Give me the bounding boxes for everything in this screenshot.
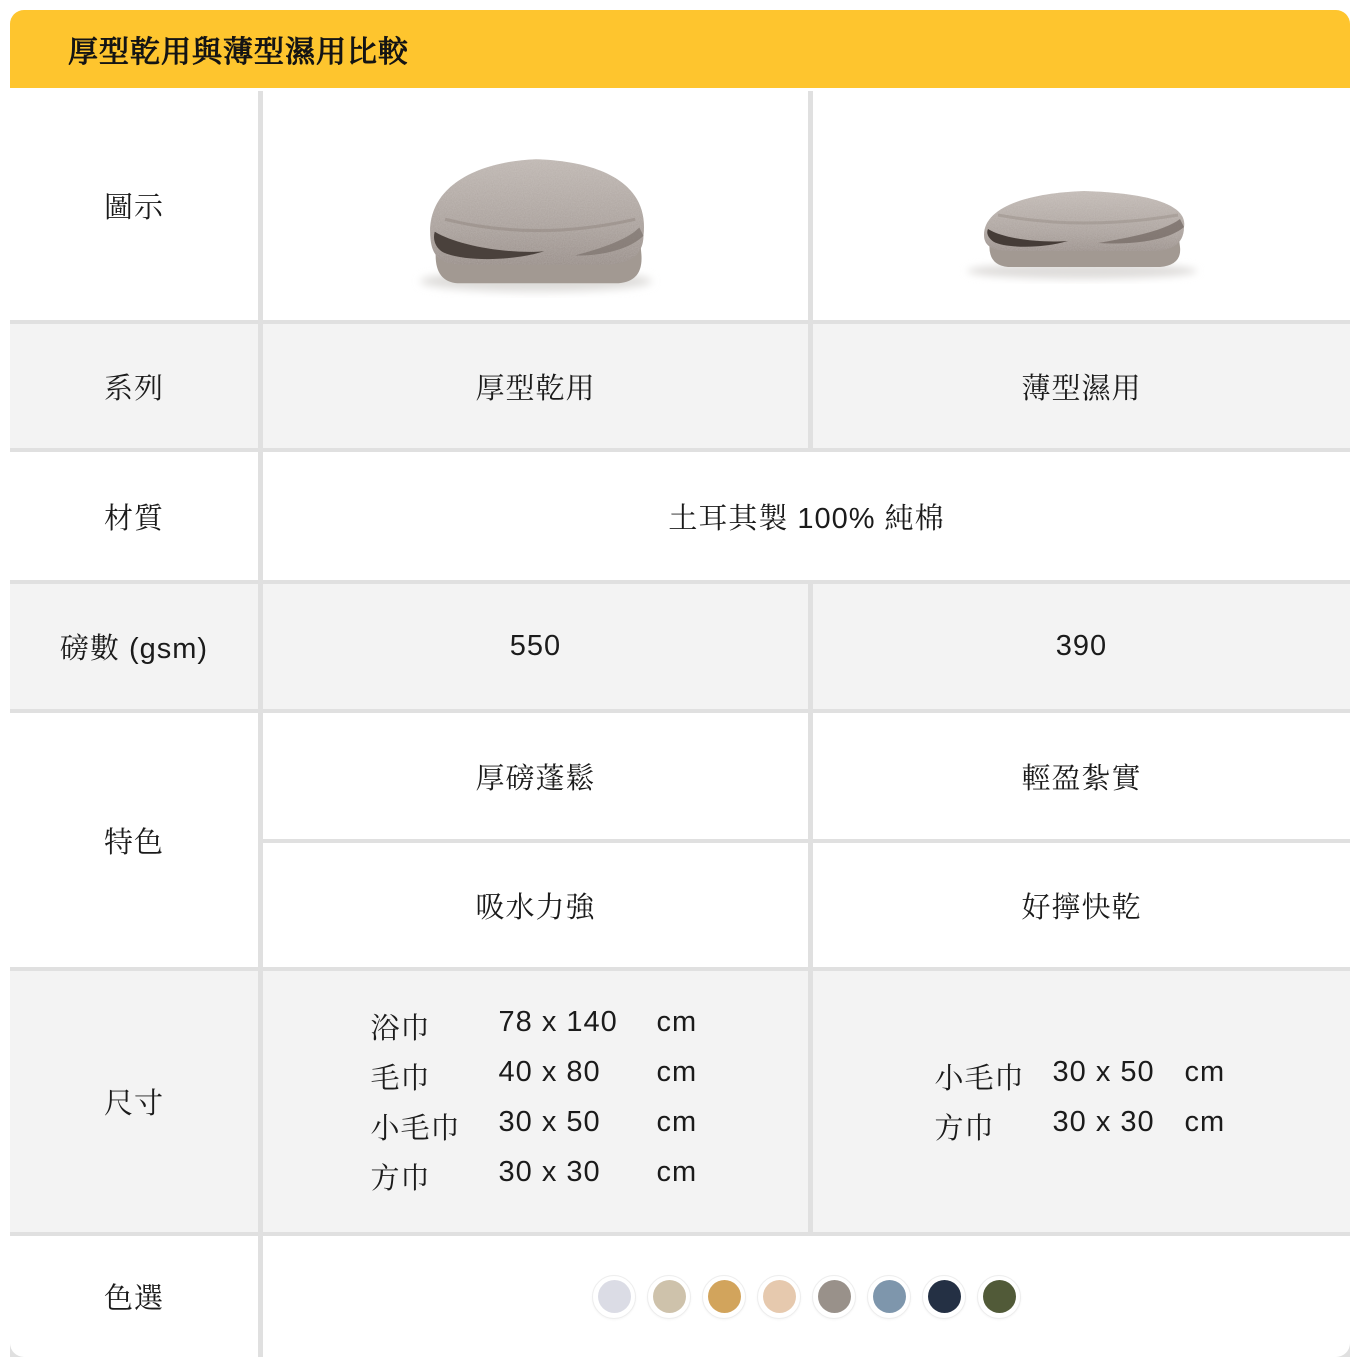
cell-series-thin: 薄型濕用: [813, 324, 1350, 448]
size-unit: cm: [656, 1056, 698, 1088]
size-name: 浴巾: [370, 1013, 431, 1045]
row-label-sizes: 尺寸: [10, 971, 258, 1232]
row-label-illustration: 圖示: [10, 91, 258, 320]
size-name: 方巾: [934, 1113, 995, 1145]
cell-feature-thick-1: 厚磅蓬鬆: [263, 713, 808, 839]
size-list-thin: [935, 1056, 1229, 1147]
size-dims: 30 x 50: [1052, 1056, 1155, 1088]
color-swatch-4: [757, 1275, 801, 1319]
color-swatch-5-fill: [818, 1280, 851, 1313]
comparison-card: [10, 10, 1350, 1357]
size-dims: 30 x 30: [1052, 1106, 1155, 1138]
cell-weight-thin: 390: [813, 584, 1350, 709]
size-dims: 40 x 80: [498, 1056, 601, 1088]
size-name: 方巾: [370, 1163, 431, 1195]
color-swatch-1: [592, 1275, 636, 1319]
row-label-series: 系列: [10, 324, 258, 448]
size-list-thick: [371, 1006, 701, 1197]
size-dims: 30 x 50: [498, 1106, 601, 1138]
color-swatch-1-fill: [598, 1280, 631, 1313]
size-unit: cm: [656, 1156, 698, 1188]
color-swatch-7: [922, 1275, 966, 1319]
color-swatch-3: [702, 1275, 746, 1319]
cell-weight-thick: 550: [263, 584, 808, 709]
size-name: 小毛巾: [370, 1113, 461, 1145]
color-swatch-5: [812, 1275, 856, 1319]
thin-folded-towel-image: [932, 120, 1232, 306]
page-title: 厚型乾用與薄型濕用比較: [68, 36, 409, 69]
cell-series-thick: 厚型乾用: [263, 324, 808, 448]
row-label-material: 材質: [10, 452, 258, 580]
cell-illustration-thin: [813, 91, 1350, 320]
card-header: [10, 10, 1350, 88]
color-swatch-6-fill: [873, 1280, 906, 1313]
cell-illustration-thick: [263, 91, 808, 320]
row-label-weight: 磅數 (gsm): [10, 584, 258, 709]
comparison-table: [10, 91, 1350, 1357]
color-swatch-6: [867, 1275, 911, 1319]
size-dims: 30 x 30: [498, 1156, 601, 1188]
cell-feature-thick-2: 吸水力強: [263, 843, 808, 967]
cell-feature-thin-2: 好擰快乾: [813, 843, 1350, 967]
color-swatch-2: [647, 1275, 691, 1319]
color-swatch-2-fill: [653, 1280, 686, 1313]
size-unit: cm: [1184, 1056, 1226, 1088]
size-name: 毛巾: [370, 1063, 431, 1095]
color-swatch-8: [977, 1275, 1021, 1319]
size-name: 小毛巾: [934, 1063, 1025, 1095]
size-unit: cm: [1184, 1106, 1226, 1138]
color-swatch-row: [592, 1275, 1021, 1319]
cell-material-value: 土耳其製 100% 純棉: [263, 452, 1350, 580]
color-swatch-8-fill: [983, 1280, 1016, 1313]
size-dims: 78 x 140: [498, 1006, 618, 1038]
color-swatch-3-fill: [708, 1280, 741, 1313]
thick-folded-towel-image: [381, 120, 691, 306]
color-swatch-7-fill: [928, 1280, 961, 1313]
cell-feature-thin-1: 輕盈紮實: [813, 713, 1350, 839]
color-swatch-4-fill: [763, 1280, 796, 1313]
size-unit: cm: [656, 1006, 698, 1038]
row-label-features: 特色: [10, 713, 258, 967]
cell-color-options: [263, 1236, 1350, 1357]
row-label-colors: 色選: [10, 1236, 258, 1357]
cell-sizes-thick: [263, 971, 808, 1232]
size-unit: cm: [656, 1106, 698, 1138]
cell-sizes-thin: [813, 971, 1350, 1232]
